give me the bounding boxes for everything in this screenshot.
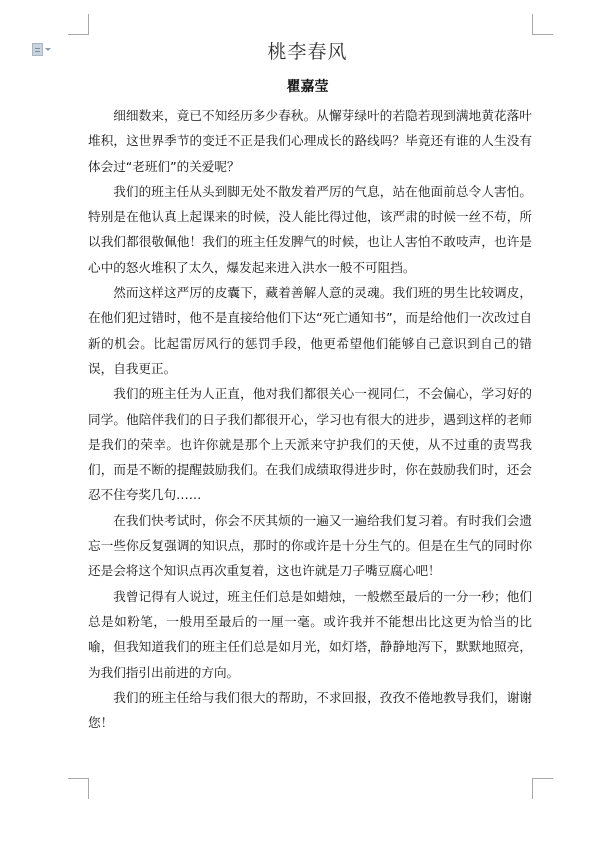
paragraph: 细细数来，竟已不知经历多少春秋。从懈芽绿叶的若隐若现到满地黄花落叶堆积，这世界季节的变迁不正是我们心理成长的路线吗？毕竟还有谁的人生没有体会过“老班们”的关爱呢？ [88, 108, 532, 174]
crop-mark-bottom-right [532, 778, 553, 799]
document-title: 桃李春风 [267, 41, 348, 63]
document-author: 瞿嘉莹 [286, 79, 329, 95]
paragraph: 我们的班主任给与我们很大的帮助，不求回报，孜孜不倦地教导我们，谢谢您！ [88, 689, 532, 731]
crop-mark-top-right [532, 14, 553, 35]
crop-mark-bottom-left [68, 778, 89, 799]
document-body [88, 103, 532, 735]
paragraph: 在我们快考试时，你会不厌其烦的一遍又一遍给我们复习着。有时我们会遗忘一些你反复强调的知识点，那时的你或许是十分生气的。但是在生气的同时你还是会将这个知识点再次重复着，这也许就是刀子嘴豆腐心吧！ [88, 512, 532, 579]
paragraph: 然而这样这严厉的皮囊下，藏着善解人意的灵魂。我们班的男生比较调皮，在他们犯过错时，他不是直接给他们下达“死亡通知书”，而是给他们一次改过自新的机会。比起雷厉风行的惩罚手段，他更希望他们能够自己意识到自己的错误，自我更正。 [88, 285, 532, 376]
crop-mark-top-left [68, 14, 89, 35]
paragraph: 我们的班主任为人正直，他对我们都很关心一视同仁，不会偏心，学习好的同学。他陪伴我们的日子我们都很开心，学习也有很大的进步，遇到这样的老师是我们的荣幸。也许你就是那个上天派来守护我们的天使，从不过重的责骂我们，而是不断的提醒鼓励我们。在我们成绩取得进步时，你在鼓励我们时，还会忍不住夸奖几句…… [88, 386, 532, 503]
paragraph: 我曾记得有人说过，班主任们总是如蜡烛，一般燃至最后的一分一秒；他们总是如粉笔，一般用至最后的一厘一毫。或许我并不能想出比这更为恰当的比喻，但我知道我们的班主任们总是如月光，如灯塔，静静地泻下，默默地照亮，为我们指引出前进的方向。 [88, 588, 532, 680]
paragraph: 我们的班主任从头到脚无处不散发着严厉的气息，站在他面前总令人害怕。特别是在他认真上起课来的时候，没人能比得过他，该严肃的时候一丝不苟，所以我们都很敬佩他！我们的班主任发脾气的时候，也让人害怕不敢吱声，也许是心中的怒火堆积了太久，爆发起来进入洪水一般不可阻挡。 [88, 183, 532, 275]
